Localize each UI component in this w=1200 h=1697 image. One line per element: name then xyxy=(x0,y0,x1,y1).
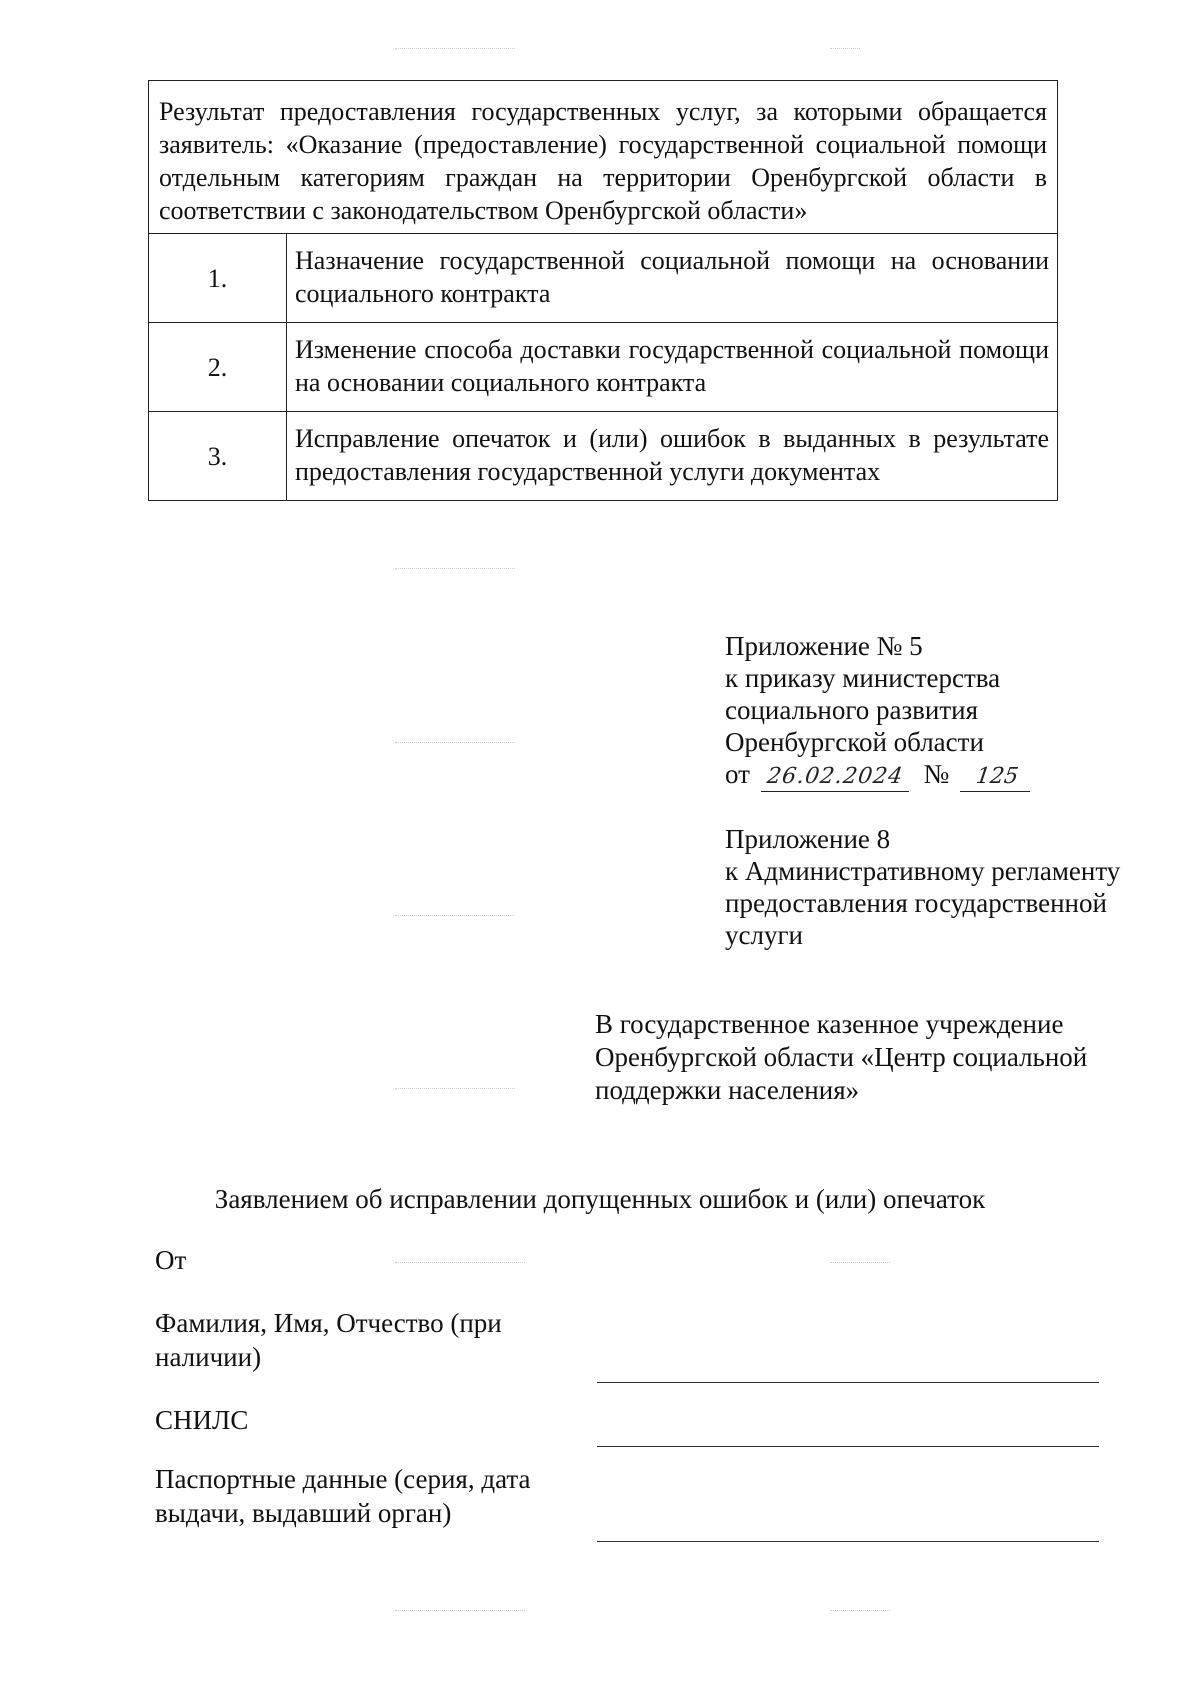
scan-artifact xyxy=(395,1088,515,1089)
appendix-8-title: Приложение 8 xyxy=(725,824,891,854)
table-row xyxy=(149,412,1058,501)
appendix-5-line: к приказу министерства xyxy=(725,663,1001,693)
scan-artifact xyxy=(395,568,515,569)
scan-artifact xyxy=(395,1610,525,1611)
appendix-5-line: социального развития xyxy=(725,695,979,725)
recipient-line: В государственное казенное учреждение xyxy=(595,1009,1064,1039)
appendix-8-line: предоставления государственной xyxy=(725,888,1107,918)
scan-artifact xyxy=(395,48,515,49)
scan-artifact xyxy=(395,1262,525,1263)
table-row xyxy=(149,323,1058,412)
passport-label xyxy=(155,1462,530,1530)
appendix-5-block xyxy=(725,630,1038,792)
row-number: 2. xyxy=(149,323,287,412)
fio-label-line: наличии) xyxy=(155,1342,262,1372)
table-header-cell: Результат предоставления государственных услуг, за которыми обращается заявитель: «Оказание (предоставление) государственной социальной помощи отдельным категориям граждан на территории Оренбургской области в соответствии с законодательством Оренбургской области» xyxy=(149,81,1058,234)
services-result-table xyxy=(148,80,1058,501)
passport-fill-line[interactable] xyxy=(597,1541,1099,1542)
fio-label xyxy=(155,1306,502,1374)
snils-fill-line[interactable] xyxy=(597,1446,1099,1447)
appendix-5-line: Оренбургской области xyxy=(725,727,984,757)
recipient-line: Оренбургской области «Центр социальной xyxy=(595,1042,1088,1072)
order-from-label: от xyxy=(725,759,750,789)
appendix-8-line: услуги xyxy=(725,920,803,950)
row-number: 3. xyxy=(149,412,287,501)
table-row xyxy=(149,234,1058,323)
row-number: 1. xyxy=(149,234,287,323)
table-header-row xyxy=(149,81,1058,234)
row-text: Изменение способа доставки государственной социальной помощи на основании социального контракта xyxy=(287,323,1058,412)
scan-artifact xyxy=(830,48,860,49)
passport-label-line: выдачи, выдавший орган) xyxy=(155,1498,452,1528)
passport-label-line: Паспортные данные (серия, дата xyxy=(155,1464,531,1494)
order-date-handwritten: 26.02.2024 xyxy=(761,763,913,792)
from-label: От xyxy=(155,1245,187,1275)
order-number-label: № xyxy=(923,759,950,789)
appendix-8-block xyxy=(725,823,1120,951)
row-text: Назначение государственной социальной помощи на основании социального контракта xyxy=(287,234,1058,323)
fio-fill-line[interactable] xyxy=(597,1382,1099,1383)
recipient-line: поддержки населения» xyxy=(595,1075,860,1105)
appendix-8-line: к Административному регламенту xyxy=(725,856,1121,886)
order-number-handwritten: 125 xyxy=(960,763,1034,792)
appendix-5-title: Приложение № 5 xyxy=(725,631,923,661)
row-text: Исправление опечаток и (или) ошибок в выданных в результате предоставления государственной услуги документах xyxy=(287,412,1058,501)
statement-title: Заявлением об исправлении допущенных ошибок и (или) опечаток xyxy=(214,1184,986,1214)
recipient-block xyxy=(595,1008,1087,1107)
scan-artifact xyxy=(395,742,515,743)
fio-label-line: Фамилия, Имя, Отчество (при xyxy=(155,1308,502,1338)
snils-label: СНИЛС xyxy=(155,1405,249,1435)
scan-artifact xyxy=(395,915,515,916)
order-date-number-line xyxy=(725,758,1038,792)
scan-artifact xyxy=(830,1262,890,1263)
scan-artifact xyxy=(830,1610,890,1611)
